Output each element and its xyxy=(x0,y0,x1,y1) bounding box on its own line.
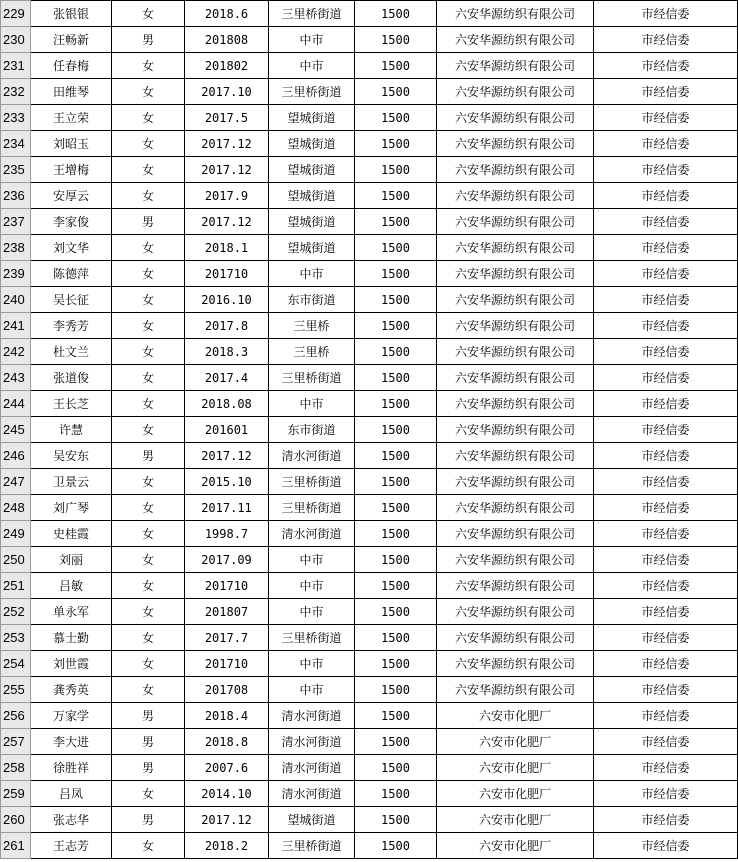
cell-name[interactable]: 慕士勤 xyxy=(31,625,112,651)
row-header[interactable]: 229 xyxy=(1,1,31,27)
cell-street[interactable]: 三里桥街道 xyxy=(269,495,355,521)
cell-company[interactable]: 六安华源纺织有限公司 xyxy=(437,391,594,417)
cell-department[interactable]: 市经信委 xyxy=(594,807,738,833)
cell-date[interactable]: 2018.2 xyxy=(185,833,269,859)
cell-company[interactable]: 六安市化肥厂 xyxy=(437,755,594,781)
cell-street[interactable]: 望城街道 xyxy=(269,183,355,209)
cell-department[interactable]: 市经信委 xyxy=(594,209,738,235)
cell-date[interactable]: 2017.9 xyxy=(185,183,269,209)
cell-date[interactable]: 2015.10 xyxy=(185,469,269,495)
table-row xyxy=(1,495,738,521)
cell-gender[interactable]: 女 xyxy=(112,573,185,599)
cell-street[interactable]: 清水河街道 xyxy=(269,703,355,729)
cell-gender[interactable]: 男 xyxy=(112,807,185,833)
cell-amount[interactable]: 1500 xyxy=(355,339,437,365)
row-header[interactable]: 236 xyxy=(1,183,31,209)
cell-company[interactable]: 六安华源纺织有限公司 xyxy=(437,521,594,547)
row-header[interactable]: 252 xyxy=(1,599,31,625)
cell-gender[interactable]: 女 xyxy=(112,599,185,625)
cell-street[interactable]: 三里桥 xyxy=(269,313,355,339)
cell-amount[interactable]: 1500 xyxy=(355,365,437,391)
cell-name[interactable]: 张道俊 xyxy=(31,365,112,391)
table-row xyxy=(1,365,738,391)
row-header[interactable]: 234 xyxy=(1,131,31,157)
cell-name[interactable]: 吕敏 xyxy=(31,573,112,599)
cell-street[interactable]: 中市 xyxy=(269,261,355,287)
table-row xyxy=(1,703,738,729)
cell-street[interactable]: 望城街道 xyxy=(269,235,355,261)
cell-gender[interactable]: 女 xyxy=(112,365,185,391)
cell-department[interactable]: 市经信委 xyxy=(594,1,738,27)
table-row xyxy=(1,807,738,833)
table-row xyxy=(1,1,738,27)
table-row xyxy=(1,729,738,755)
cell-street[interactable]: 望城街道 xyxy=(269,209,355,235)
cell-date[interactable]: 201710 xyxy=(185,573,269,599)
cell-date[interactable]: 201708 xyxy=(185,677,269,703)
cell-date[interactable]: 2014.10 xyxy=(185,781,269,807)
table-row xyxy=(1,209,738,235)
cell-company[interactable]: 六安华源纺织有限公司 xyxy=(437,287,594,313)
cell-gender[interactable]: 女 xyxy=(112,625,185,651)
cell-name[interactable]: 单永军 xyxy=(31,599,112,625)
row-header[interactable]: 230 xyxy=(1,27,31,53)
cell-name[interactable]: 王长芝 xyxy=(31,391,112,417)
cell-amount[interactable]: 1500 xyxy=(355,495,437,521)
cell-date[interactable]: 201807 xyxy=(185,599,269,625)
cell-date[interactable]: 2018.3 xyxy=(185,339,269,365)
cell-street[interactable]: 三里桥 xyxy=(269,339,355,365)
table-row xyxy=(1,313,738,339)
row-header[interactable]: 258 xyxy=(1,755,31,781)
cell-company[interactable]: 六安华源纺织有限公司 xyxy=(437,27,594,53)
cell-gender[interactable]: 女 xyxy=(112,339,185,365)
table-row xyxy=(1,391,738,417)
cell-name[interactable]: 刘世霞 xyxy=(31,651,112,677)
cell-gender[interactable]: 女 xyxy=(112,1,185,27)
cell-street[interactable]: 东市街道 xyxy=(269,287,355,313)
row-header[interactable]: 233 xyxy=(1,105,31,131)
cell-department[interactable]: 市经信委 xyxy=(594,703,738,729)
cell-amount[interactable]: 1500 xyxy=(355,105,437,131)
cell-company[interactable]: 六安华源纺织有限公司 xyxy=(437,365,594,391)
table-row xyxy=(1,339,738,365)
cell-department[interactable]: 市经信委 xyxy=(594,755,738,781)
cell-department[interactable]: 市经信委 xyxy=(594,651,738,677)
cell-gender[interactable]: 男 xyxy=(112,209,185,235)
cell-street[interactable]: 三里桥街道 xyxy=(269,1,355,27)
cell-amount[interactable]: 1500 xyxy=(355,391,437,417)
cell-name[interactable]: 吕凤 xyxy=(31,781,112,807)
cell-street[interactable]: 清水河街道 xyxy=(269,755,355,781)
cell-gender[interactable]: 女 xyxy=(112,287,185,313)
row-header[interactable]: 260 xyxy=(1,807,31,833)
cell-name[interactable]: 吴安东 xyxy=(31,443,112,469)
table-row xyxy=(1,183,738,209)
table-row xyxy=(1,27,738,53)
table-row xyxy=(1,573,738,599)
cell-amount[interactable]: 1500 xyxy=(355,833,437,859)
cell-date[interactable]: 2017.12 xyxy=(185,209,269,235)
cell-name[interactable]: 王志芳 xyxy=(31,833,112,859)
cell-company[interactable]: 六安华源纺织有限公司 xyxy=(437,599,594,625)
cell-name[interactable]: 田维琴 xyxy=(31,79,112,105)
cell-amount[interactable]: 1500 xyxy=(355,1,437,27)
cell-gender[interactable]: 女 xyxy=(112,547,185,573)
cell-date[interactable]: 2018.08 xyxy=(185,391,269,417)
cell-company[interactable]: 六安华源纺织有限公司 xyxy=(437,1,594,27)
cell-department[interactable]: 市经信委 xyxy=(594,339,738,365)
cell-amount[interactable]: 1500 xyxy=(355,703,437,729)
cell-company[interactable]: 六安市化肥厂 xyxy=(437,703,594,729)
cell-name[interactable]: 汪畅新 xyxy=(31,27,112,53)
row-header[interactable]: 247 xyxy=(1,469,31,495)
row-header[interactable]: 245 xyxy=(1,417,31,443)
cell-date[interactable]: 2018.6 xyxy=(185,1,269,27)
cell-name[interactable]: 吴长征 xyxy=(31,287,112,313)
cell-name[interactable]: 刘昭玉 xyxy=(31,131,112,157)
cell-gender[interactable]: 男 xyxy=(112,703,185,729)
cell-amount[interactable]: 1500 xyxy=(355,417,437,443)
cell-street[interactable]: 中市 xyxy=(269,547,355,573)
cell-date[interactable]: 2017.4 xyxy=(185,365,269,391)
cell-street[interactable]: 清水河街道 xyxy=(269,729,355,755)
cell-department[interactable]: 市经信委 xyxy=(594,287,738,313)
cell-department[interactable]: 市经信委 xyxy=(594,833,738,859)
cell-gender[interactable]: 女 xyxy=(112,79,185,105)
cell-amount[interactable]: 1500 xyxy=(355,183,437,209)
cell-department[interactable]: 市经信委 xyxy=(594,547,738,573)
cell-street[interactable]: 望城街道 xyxy=(269,105,355,131)
cell-department[interactable]: 市经信委 xyxy=(594,443,738,469)
cell-amount[interactable]: 1500 xyxy=(355,235,437,261)
cell-name[interactable]: 刘文华 xyxy=(31,235,112,261)
table-row xyxy=(1,521,738,547)
table-row xyxy=(1,677,738,703)
cell-amount[interactable]: 1500 xyxy=(355,547,437,573)
cell-street[interactable]: 三里桥街道 xyxy=(269,625,355,651)
table-row xyxy=(1,287,738,313)
table-row xyxy=(1,157,738,183)
cell-amount[interactable]: 1500 xyxy=(355,781,437,807)
cell-date[interactable]: 2017.7 xyxy=(185,625,269,651)
row-header[interactable]: 237 xyxy=(1,209,31,235)
cell-street[interactable]: 三里桥街道 xyxy=(269,79,355,105)
cell-gender[interactable]: 男 xyxy=(112,443,185,469)
cell-date[interactable]: 2017.12 xyxy=(185,131,269,157)
cell-gender[interactable]: 女 xyxy=(112,105,185,131)
cell-street[interactable]: 三里桥街道 xyxy=(269,469,355,495)
table-row xyxy=(1,261,738,287)
cell-department[interactable]: 市经信委 xyxy=(594,417,738,443)
cell-gender[interactable]: 女 xyxy=(112,313,185,339)
cell-amount[interactable]: 1500 xyxy=(355,729,437,755)
cell-department[interactable]: 市经信委 xyxy=(594,27,738,53)
cell-amount[interactable]: 1500 xyxy=(355,157,437,183)
cell-date[interactable]: 201601 xyxy=(185,417,269,443)
row-header[interactable]: 231 xyxy=(1,53,31,79)
cell-name[interactable]: 李秀芳 xyxy=(31,313,112,339)
cell-amount[interactable]: 1500 xyxy=(355,625,437,651)
cell-name[interactable]: 刘丽 xyxy=(31,547,112,573)
table-row xyxy=(1,53,738,79)
cell-street[interactable]: 中市 xyxy=(269,53,355,79)
cell-company[interactable]: 六安市化肥厂 xyxy=(437,729,594,755)
cell-department[interactable]: 市经信委 xyxy=(594,677,738,703)
cell-gender[interactable]: 女 xyxy=(112,469,185,495)
table-row xyxy=(1,235,738,261)
cell-name[interactable]: 张志华 xyxy=(31,807,112,833)
cell-company[interactable]: 六安市化肥厂 xyxy=(437,781,594,807)
cell-company[interactable]: 六安华源纺织有限公司 xyxy=(437,339,594,365)
cell-amount[interactable]: 1500 xyxy=(355,521,437,547)
cell-amount[interactable]: 1500 xyxy=(355,443,437,469)
cell-company[interactable]: 六安华源纺织有限公司 xyxy=(437,183,594,209)
cell-name[interactable]: 万家学 xyxy=(31,703,112,729)
row-header[interactable]: 238 xyxy=(1,235,31,261)
cell-amount[interactable]: 1500 xyxy=(355,807,437,833)
row-header[interactable]: 261 xyxy=(1,833,31,859)
row-header[interactable]: 259 xyxy=(1,781,31,807)
row-header[interactable]: 248 xyxy=(1,495,31,521)
table-row xyxy=(1,79,738,105)
cell-name[interactable]: 龚秀英 xyxy=(31,677,112,703)
cell-gender[interactable]: 女 xyxy=(112,53,185,79)
cell-street[interactable]: 望城街道 xyxy=(269,157,355,183)
cell-department[interactable]: 市经信委 xyxy=(594,521,738,547)
cell-name[interactable]: 陈德萍 xyxy=(31,261,112,287)
cell-amount[interactable]: 1500 xyxy=(355,287,437,313)
cell-department[interactable]: 市经信委 xyxy=(594,573,738,599)
cell-company[interactable]: 六安华源纺织有限公司 xyxy=(437,157,594,183)
cell-date[interactable]: 2017.12 xyxy=(185,443,269,469)
cell-company[interactable]: 六安华源纺织有限公司 xyxy=(437,651,594,677)
cell-name[interactable]: 李大进 xyxy=(31,729,112,755)
cell-street[interactable]: 望城街道 xyxy=(269,807,355,833)
cell-company[interactable]: 六安华源纺织有限公司 xyxy=(437,235,594,261)
cell-company[interactable]: 六安华源纺织有限公司 xyxy=(437,313,594,339)
cell-street[interactable]: 中市 xyxy=(269,391,355,417)
cell-company[interactable]: 六安华源纺织有限公司 xyxy=(437,469,594,495)
cell-date[interactable]: 201710 xyxy=(185,651,269,677)
cell-street[interactable]: 望城街道 xyxy=(269,131,355,157)
cell-street[interactable]: 三里桥街道 xyxy=(269,365,355,391)
row-header[interactable]: 249 xyxy=(1,521,31,547)
cell-gender[interactable]: 女 xyxy=(112,235,185,261)
cell-date[interactable]: 2017.10 xyxy=(185,79,269,105)
cell-gender[interactable]: 女 xyxy=(112,391,185,417)
table-row xyxy=(1,417,738,443)
cell-gender[interactable]: 男 xyxy=(112,755,185,781)
cell-gender[interactable]: 女 xyxy=(112,651,185,677)
cell-date[interactable]: 2017.09 xyxy=(185,547,269,573)
cell-department[interactable]: 市经信委 xyxy=(594,53,738,79)
cell-street[interactable]: 中市 xyxy=(269,677,355,703)
cell-name[interactable]: 王立荣 xyxy=(31,105,112,131)
cell-department[interactable]: 市经信委 xyxy=(594,105,738,131)
cell-date[interactable]: 2017.12 xyxy=(185,807,269,833)
cell-name[interactable]: 刘广琴 xyxy=(31,495,112,521)
cell-department[interactable]: 市经信委 xyxy=(594,599,738,625)
table-row xyxy=(1,131,738,157)
cell-date[interactable]: 2018.8 xyxy=(185,729,269,755)
cell-company[interactable]: 六安华源纺织有限公司 xyxy=(437,495,594,521)
table-row xyxy=(1,833,738,859)
cell-date[interactable]: 2018.4 xyxy=(185,703,269,729)
cell-date[interactable]: 2017.12 xyxy=(185,157,269,183)
cell-date[interactable]: 2007.6 xyxy=(185,755,269,781)
cell-date[interactable]: 2016.10 xyxy=(185,287,269,313)
table-row xyxy=(1,599,738,625)
row-header[interactable]: 241 xyxy=(1,313,31,339)
row-header[interactable]: 240 xyxy=(1,287,31,313)
row-header[interactable]: 246 xyxy=(1,443,31,469)
cell-street[interactable]: 清水河街道 xyxy=(269,443,355,469)
cell-department[interactable]: 市经信委 xyxy=(594,729,738,755)
cell-company[interactable]: 六安市化肥厂 xyxy=(437,807,594,833)
cell-gender[interactable]: 女 xyxy=(112,261,185,287)
cell-amount[interactable]: 1500 xyxy=(355,131,437,157)
cell-name[interactable]: 李家俊 xyxy=(31,209,112,235)
cell-amount[interactable]: 1500 xyxy=(355,27,437,53)
row-header[interactable]: 239 xyxy=(1,261,31,287)
row-header[interactable]: 251 xyxy=(1,573,31,599)
cell-company[interactable]: 六安华源纺织有限公司 xyxy=(437,53,594,79)
table-row xyxy=(1,469,738,495)
cell-street[interactable]: 中市 xyxy=(269,651,355,677)
cell-department[interactable]: 市经信委 xyxy=(594,313,738,339)
row-header[interactable]: 257 xyxy=(1,729,31,755)
row-header[interactable]: 242 xyxy=(1,339,31,365)
row-header[interactable]: 256 xyxy=(1,703,31,729)
cell-company[interactable]: 六安华源纺织有限公司 xyxy=(437,417,594,443)
cell-gender[interactable]: 女 xyxy=(112,521,185,547)
cell-company[interactable]: 六安市化肥厂 xyxy=(437,833,594,859)
cell-name[interactable]: 王增梅 xyxy=(31,157,112,183)
table-row xyxy=(1,443,738,469)
cell-amount[interactable]: 1500 xyxy=(355,79,437,105)
cell-name[interactable]: 徐胜祥 xyxy=(31,755,112,781)
cell-amount[interactable]: 1500 xyxy=(355,651,437,677)
cell-company[interactable]: 六安华源纺织有限公司 xyxy=(437,131,594,157)
row-header[interactable]: 255 xyxy=(1,677,31,703)
cell-company[interactable]: 六安华源纺织有限公司 xyxy=(437,443,594,469)
cell-company[interactable]: 六安华源纺织有限公司 xyxy=(437,625,594,651)
cell-department[interactable]: 市经信委 xyxy=(594,495,738,521)
table-row xyxy=(1,781,738,807)
cell-gender[interactable]: 女 xyxy=(112,131,185,157)
cell-date[interactable]: 1998.7 xyxy=(185,521,269,547)
cell-date[interactable]: 201710 xyxy=(185,261,269,287)
cell-gender[interactable]: 女 xyxy=(112,677,185,703)
cell-amount[interactable]: 1500 xyxy=(355,469,437,495)
cell-company[interactable]: 六安华源纺织有限公司 xyxy=(437,209,594,235)
cell-name[interactable]: 史桂霞 xyxy=(31,521,112,547)
cell-company[interactable]: 六安华源纺织有限公司 xyxy=(437,261,594,287)
row-header[interactable]: 232 xyxy=(1,79,31,105)
cell-gender[interactable]: 女 xyxy=(112,495,185,521)
cell-street[interactable]: 三里桥街道 xyxy=(269,833,355,859)
cell-street[interactable]: 中市 xyxy=(269,27,355,53)
cell-date[interactable]: 201802 xyxy=(185,53,269,79)
cell-department[interactable]: 市经信委 xyxy=(594,365,738,391)
cell-gender[interactable]: 女 xyxy=(112,183,185,209)
cell-department[interactable]: 市经信委 xyxy=(594,469,738,495)
row-header[interactable]: 243 xyxy=(1,365,31,391)
table-row xyxy=(1,755,738,781)
cell-date[interactable]: 2018.1 xyxy=(185,235,269,261)
cell-date[interactable]: 2017.8 xyxy=(185,313,269,339)
cell-amount[interactable]: 1500 xyxy=(355,53,437,79)
cell-department[interactable]: 市经信委 xyxy=(594,625,738,651)
table-row xyxy=(1,651,738,677)
cell-date[interactable]: 2017.5 xyxy=(185,105,269,131)
row-header[interactable]: 244 xyxy=(1,391,31,417)
cell-amount[interactable]: 1500 xyxy=(355,755,437,781)
cell-amount[interactable]: 1500 xyxy=(355,573,437,599)
cell-amount[interactable]: 1500 xyxy=(355,261,437,287)
cell-gender[interactable]: 女 xyxy=(112,781,185,807)
cell-amount[interactable]: 1500 xyxy=(355,313,437,339)
cell-department[interactable]: 市经信委 xyxy=(594,781,738,807)
row-header[interactable]: 250 xyxy=(1,547,31,573)
cell-street[interactable]: 中市 xyxy=(269,573,355,599)
cell-date[interactable]: 2017.11 xyxy=(185,495,269,521)
cell-company[interactable]: 六安华源纺织有限公司 xyxy=(437,547,594,573)
cell-company[interactable]: 六安华源纺织有限公司 xyxy=(437,79,594,105)
cell-date[interactable]: 201808 xyxy=(185,27,269,53)
row-header[interactable]: 254 xyxy=(1,651,31,677)
row-header[interactable]: 253 xyxy=(1,625,31,651)
table-row xyxy=(1,547,738,573)
cell-company[interactable]: 六安华源纺织有限公司 xyxy=(437,105,594,131)
cell-street[interactable]: 东市街道 xyxy=(269,417,355,443)
cell-department[interactable]: 市经信委 xyxy=(594,131,738,157)
cell-gender[interactable]: 女 xyxy=(112,833,185,859)
cell-gender[interactable]: 男 xyxy=(112,729,185,755)
cell-company[interactable]: 六安华源纺织有限公司 xyxy=(437,573,594,599)
cell-name[interactable]: 卫景云 xyxy=(31,469,112,495)
cell-gender[interactable]: 女 xyxy=(112,157,185,183)
cell-amount[interactable]: 1500 xyxy=(355,677,437,703)
cell-gender[interactable]: 男 xyxy=(112,27,185,53)
cell-name[interactable]: 许慧 xyxy=(31,417,112,443)
cell-department[interactable]: 市经信委 xyxy=(594,261,738,287)
cell-gender[interactable]: 女 xyxy=(112,417,185,443)
cell-name[interactable]: 张银银 xyxy=(31,1,112,27)
cell-street[interactable]: 清水河街道 xyxy=(269,521,355,547)
cell-department[interactable]: 市经信委 xyxy=(594,391,738,417)
cell-company[interactable]: 六安华源纺织有限公司 xyxy=(437,677,594,703)
cell-name[interactable]: 任春梅 xyxy=(31,53,112,79)
sheet-body xyxy=(1,1,738,859)
cell-name[interactable]: 安厚云 xyxy=(31,183,112,209)
cell-department[interactable]: 市经信委 xyxy=(594,183,738,209)
table-row xyxy=(1,625,738,651)
cell-name[interactable]: 杜文兰 xyxy=(31,339,112,365)
cell-amount[interactable]: 1500 xyxy=(355,209,437,235)
row-header[interactable]: 235 xyxy=(1,157,31,183)
cell-street[interactable]: 清水河街道 xyxy=(269,781,355,807)
cell-department[interactable]: 市经信委 xyxy=(594,157,738,183)
cell-amount[interactable]: 1500 xyxy=(355,599,437,625)
table-row xyxy=(1,105,738,131)
cell-department[interactable]: 市经信委 xyxy=(594,235,738,261)
cell-department[interactable]: 市经信委 xyxy=(594,79,738,105)
cell-street[interactable]: 中市 xyxy=(269,599,355,625)
